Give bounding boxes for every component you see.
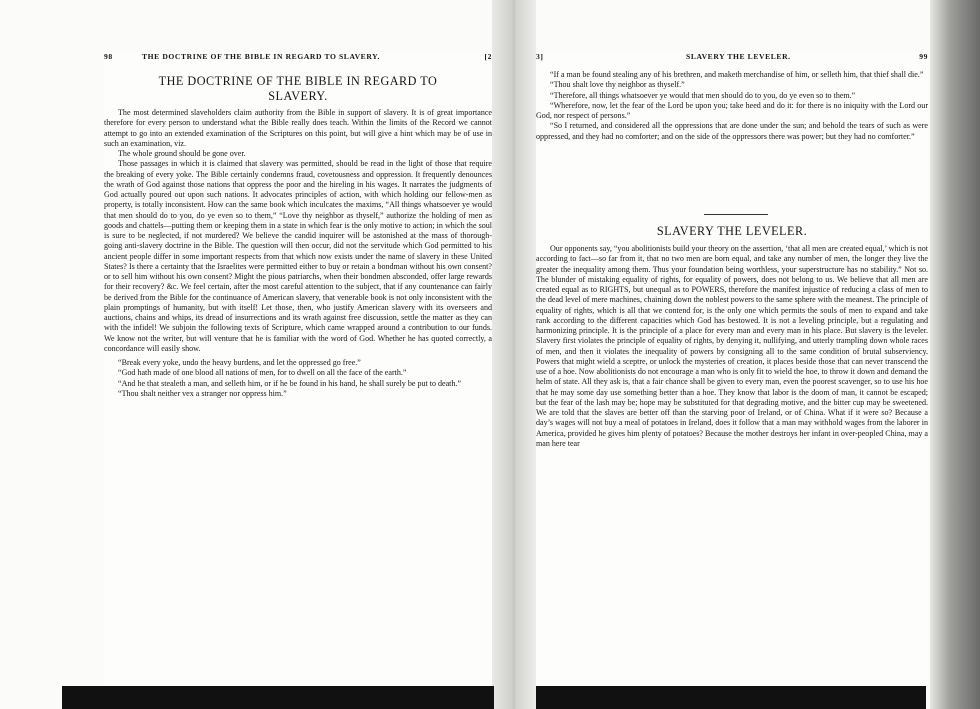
right-body <box>536 244 928 449</box>
right-quotes <box>536 70 928 142</box>
left-section-title: THE DOCTRINE OF THE BIBLE IN REGARD TO SLAVERY. <box>158 74 438 103</box>
paragraph: The whole ground should be gone over. <box>118 149 246 158</box>
right-running-title: SLAVERY THE LEVELER. <box>686 52 791 61</box>
scripture-quote: “Therefore, all things whatsoever ye would that men should do to you, do ye even so to them.” <box>550 90 856 100</box>
scripture-quote: “Thou shalt love thy neighbor as thyself.” <box>550 80 685 90</box>
scripture-quote: “God hath made of one blood all nations of men, for to dwell on all the face of the earth.” <box>118 368 407 378</box>
book-gutter <box>492 0 536 709</box>
scan-bottom-edge-right <box>536 686 926 709</box>
scripture-quote: “Wherefore, now, let the fear of the Lord be upon you; take heed and do it: for there is no iniquity with the Lord our God, nor respect of persons.” <box>536 100 928 120</box>
left-running-title: THE DOCTRINE OF THE BIBLE IN REGARD TO SLAVERY. <box>142 52 381 61</box>
right-running-head <box>536 52 928 66</box>
left-body <box>104 108 492 399</box>
scripture-quote: “If a man be found stealing any of his brethren, and maketh merchandise of him, or selleth him, that thief shall die.” <box>550 70 924 79</box>
scripture-quote: “And he that stealeth a man, and selleth him, or if he be found in his hand, he shall surely be put to death.” <box>118 378 462 388</box>
right-bracket-mark: 3] <box>536 52 544 61</box>
scripture-quote: “Thou shalt neither vex a stranger nor oppress him.” <box>118 388 287 398</box>
scripture-quote: “So I returned, and considered all the oppressions that are done under the sun; and behold the tears of such as were oppressed, and they had no comforter; and on the side of the oppressors there was power; but they had no comforter.” <box>536 121 928 141</box>
section-divider <box>704 214 768 215</box>
left-page <box>104 52 492 692</box>
left-running-head <box>104 52 492 66</box>
paragraph: Our opponents say, “you abolitionists build your theory on the assertion, ‘that all men are created equal,’ which is not according to fact—so far from it, that no two men are born equal, and take any number of men, the longer they live the greater the inequality among them. Thus your foundation being worthless, your superstructure has no stability.” Not so. The blunder of mistaking equality of rights, for equality of powers, does not belong to us. We believe that all men are created equal as to RIGHTS, but unequal as to POWERS, therefore the manifest injustice of reducing a class of men to the dead level of mere machines, chaining down the noblest powers to the same sphere with the meanest. The principle of equality of rights, which is all that we contend for, is the only one which permits the souls of men to expand and take rank according to the different capacities which God has bestowed. It is not a leveling principle, but a regulating and harmonizing principle. It is the principle of a place for every man and every man in his place. But slavery is the leveler. Slavery first violates the principle of equality of rights, by denying it, nullifying, and utterly trampling down whole races of men, and then it violates the inequality of powers by consigning all to the same condition of brutal subserviency. Powers that might wield a sceptre, or unlock the mysteries of creation, it places beside those that can never transcend the use of a hoe. Now abolitionists do not encourage a man who is only fit to wield the hoe, to throw it down and demand the helm of state. All they ask is, that a fair chance shall be given to every man, even the poorest scavenger, so to use his hoe that he may some day use something better than a hoe. They know that labor is the doom of man, it cannot be escaped; but the fear of the lash may be; hope may be substituted for that degrading motive, and the bitter cup may be sweetened. We are told that the slaves are better off than the starving poor of Ireland, or of China. What if it were so? Because a day’s wages will not buy a meal of potatoes in Ireland, does it follow that a man may withhold wages from the laborer in America, provided he gives him plenty of potatoes? Because the mother destroys her infant in over-peopled China, may a man here tear <box>536 244 928 448</box>
paragraph: The most determined slaveholders claim authority from the Bible in support of slavery. It is of great importance therefore for every person to understand what the Bible really does teach. Within the limits of the Record we cannot attempt to go into an extended examination of the Scriptures on this point, but will give a hint which may be of use in such an examination, viz. <box>104 108 492 148</box>
left-page-number: 98 <box>104 52 113 61</box>
right-section-title: SLAVERY THE LEVELER. <box>656 224 808 238</box>
paragraph: Those passages in which it is claimed that slavery was permitted, should be read in the light of those that require the breaking of every yoke. The Bible certainly condemns fraud, covetousness and oppression. It frequently denounces the wrath of God against those nations that oppress the poor and the hireling in his wages. It narrates the judgments of God actually poured out upon such nations. It advocates principles of action, with which holding our fellow-men as property, is totally inconsistent. How can the same book which inculcates the maxims, “All things whatsoever ye would that men should do to you, do ye even so to them,” “Love thy neighbor as thyself,” authorize the holding of men as goods and chattels—putting them or keeping them in a state in which fear is the only motive to action; in which the soul is sure to be neglected, if not murdered? We believe the candid inquirer will be astonished at the mass of thorough-going anti-slavery doctrine in the Bible. The question will then occur, did not the servitude which God permitted to his ancient people differ in some important respects from that which now exists under the name of slavery in these United States? Is there a certainty that the Israelites were permitted either to buy or retain a bondman without his own consent? or to sell him without his own consent? Might the pious patriarchs, when their bondmen absconded, offer large rewards for their recovery? &c. We feel certain, after the most careful attention to the subject, that if any countenance can fairly be derived from the Bible for the continuance of American slavery, that venerable book is not only inconsistent with the plain promptings of humanity, but with itself! Let those, then, who justify American slavery with its overseers and auctions, chains and whips, its dread of insurrections and its wrath against free discussion, settle the matter as they can with the infidel! We subjoin the following texts of Scripture, which came wrapped around a contribution to our funds. We know not the writer, but will venture that he is familiar with the word of God. Whether he has quoted correctly, a concordance will easily show. <box>104 159 492 353</box>
scan-bottom-edge-left <box>62 686 494 709</box>
scripture-quote: “Break every yoke, undo the heavy burdens, and let the oppressed go free.” <box>118 358 361 367</box>
left-bracket-mark: [2 <box>484 52 492 61</box>
right-page-number: 99 <box>919 52 928 61</box>
scan-edge-shadow <box>930 0 980 709</box>
right-page <box>536 52 928 692</box>
